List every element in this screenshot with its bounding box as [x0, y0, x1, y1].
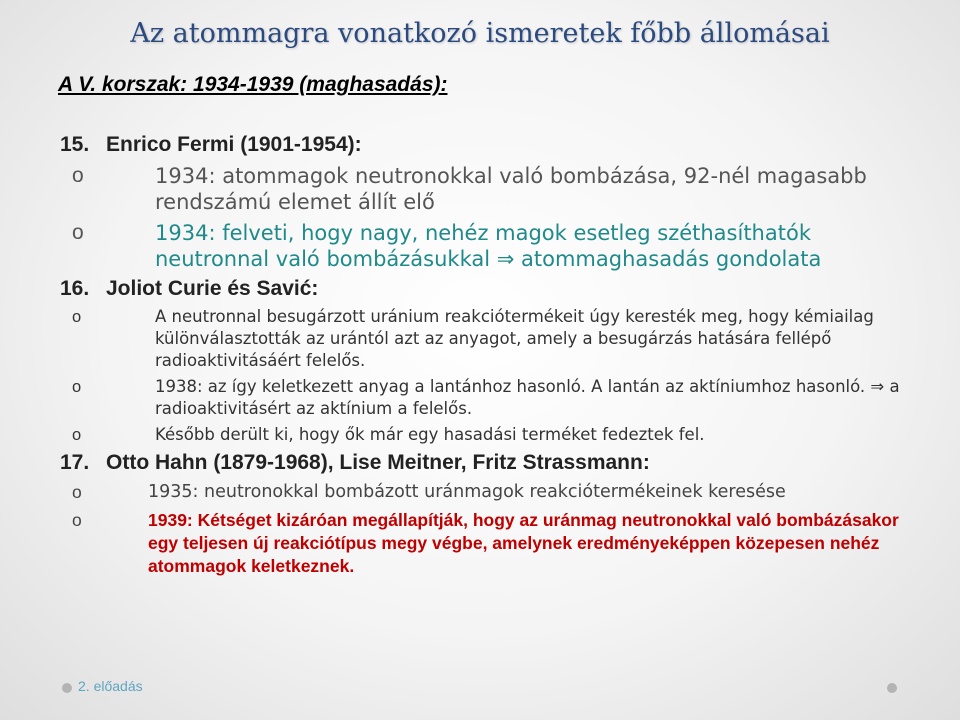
- section-heading-15: [60, 132, 920, 158]
- list-item: [60, 376, 920, 420]
- section-heading-16: [60, 276, 920, 302]
- bullet-icon: o: [72, 426, 82, 444]
- list-item-text: 1934: felveti, hogy nagy, nehéz magok esetleg széthasíthatók neutronnal való bombázásukkal ⇒ atommaghasadás gondolata: [155, 221, 822, 271]
- list-item: [60, 306, 920, 372]
- slide-title: Az atommagra vonatkozó ismeretek főbb állomásai: [130, 18, 830, 49]
- bullet-icon: o: [72, 378, 82, 396]
- section-number: 15.: [60, 133, 90, 156]
- footer-label: 2. előadás: [78, 678, 143, 694]
- footer-dot-icon: [62, 683, 72, 693]
- list-item-text: A neutronnal besugárzott uránium reakciótermékeit úgy keresték meg, hogy kémiailag különválasztották az urántól azt az anyagot, amely a besugárzás hatására fellépő radioaktivitásáért felelős.: [155, 307, 874, 370]
- section-title: Enrico Fermi (1901-1954):: [106, 133, 362, 156]
- list-item: [60, 220, 920, 272]
- list-item-text: Később derült ki, hogy ők már egy hasadási terméket fedeztek fel.: [155, 425, 705, 444]
- bullet-icon: o: [72, 510, 82, 530]
- bullet-icon: o: [72, 221, 84, 244]
- section-number: 16.: [60, 277, 90, 300]
- list-item-text: 1934: atommagok neutronokkal való bombázása, 92-nél magasabb rendszámú elemet állít elő: [155, 164, 867, 214]
- section-number: 17.: [60, 451, 90, 474]
- section-heading-17: [60, 450, 920, 476]
- list-item-text: 1935: neutronokkal bombázott uránmagok reakciótermékeinek keresése: [148, 482, 786, 502]
- slide-content: [60, 132, 920, 581]
- bullet-icon: o: [72, 482, 82, 502]
- section-title: Joliot Curie és Savić:: [106, 277, 319, 300]
- bullet-icon: o: [72, 308, 82, 326]
- list-item: [60, 481, 920, 504]
- list-item: [60, 163, 920, 215]
- list-item-text: 1939: Kétséget kizáróan megállapítják, hogy az uránmag neutronokkal való bombázásakor egy teljesen új reakciótípus megy végbe, amelynek eredményeképpen közepesen nehéz atommagok keletkeznek.: [148, 510, 899, 576]
- list-item: [60, 424, 920, 446]
- section-title: Otto Hahn (1879-1968), Lise Meitner, Fritz Strassmann:: [106, 451, 650, 474]
- footer-dot-icon: [887, 683, 897, 693]
- bullet-icon: o: [72, 164, 84, 187]
- slide-subtitle: A V. korszak: 1934-1939 (maghasadás):: [58, 73, 448, 96]
- list-item-text: 1938: az így keletkezett anyag a lantánhoz hasonló. A lantán az aktíniumhoz hasonló. ⇒ a radioaktivitásért az aktínium a felelős.: [155, 377, 900, 418]
- list-item-highlight: [60, 509, 920, 578]
